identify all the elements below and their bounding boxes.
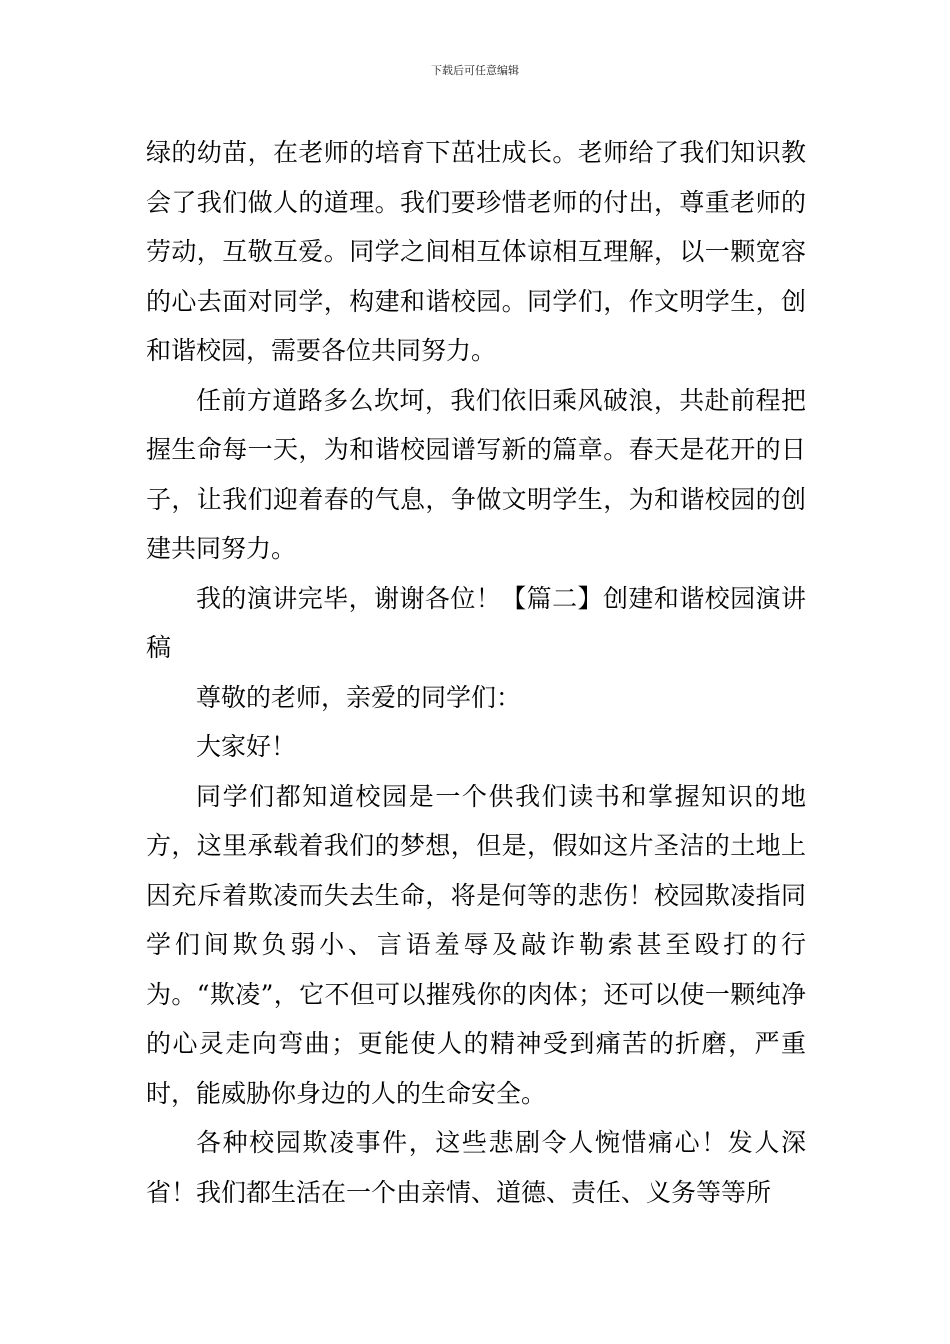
paragraph: 各种校园欺凌事件，这些悲剧令人惋惜痛心！发人深省！我们都生活在一个由亲情、道德、责任、义务等等所: [146, 1128, 806, 1207]
paragraph: 同学们都知道校园是一个供我们读书和掌握知识的地方，这里承载着我们的梦想，但是，假如这片圣洁的土地上因充斥着欺凌而失去生命，将是何等的悲伤！校园欺凌指同学们间欺负弱小、言语羞辱及敲诈勒索甚至殴打的行为。“欺凌”，它不但可以摧残你的肉体；还可以使一颗纯净的心灵走向弯曲；更能使人的精神受到痛苦的折磨，严重时，能威胁你身边的人的生命安全。: [146, 781, 806, 1108]
paragraph: 任前方道路多么坎坷，我们依旧乘风破浪，共赴前程把握生命每一天，为和谐校园谱写新的篇章。春天是花开的日子，让我们迎着春的气息，争做文明学生，为和谐校园的创建共同努力。: [146, 385, 806, 563]
paragraph: 我的演讲完毕，谢谢各位！【篇二】创建和谐校园演讲稿: [146, 583, 806, 662]
page-header-note: 下载后可任意编辑: [431, 64, 519, 77]
salutation: 尊敬的老师，亲爱的同学们：: [196, 682, 522, 712]
paragraph-continuation: 绿的幼苗，在老师的培育下茁壮成长。老师给了我们知识教会了我们做人的道理。我们要珍惜老师的付出，尊重老师的劳动，互敬互爱。同学之间相互体谅相互理解，以一颗宽容的心去面对同学，构建和谐校园。同学们，作文明学生，创和谐校园，需要各位共同努力。: [146, 138, 806, 365]
document-body: [146, 128, 806, 1217]
greeting: 大家好！: [196, 732, 297, 761]
